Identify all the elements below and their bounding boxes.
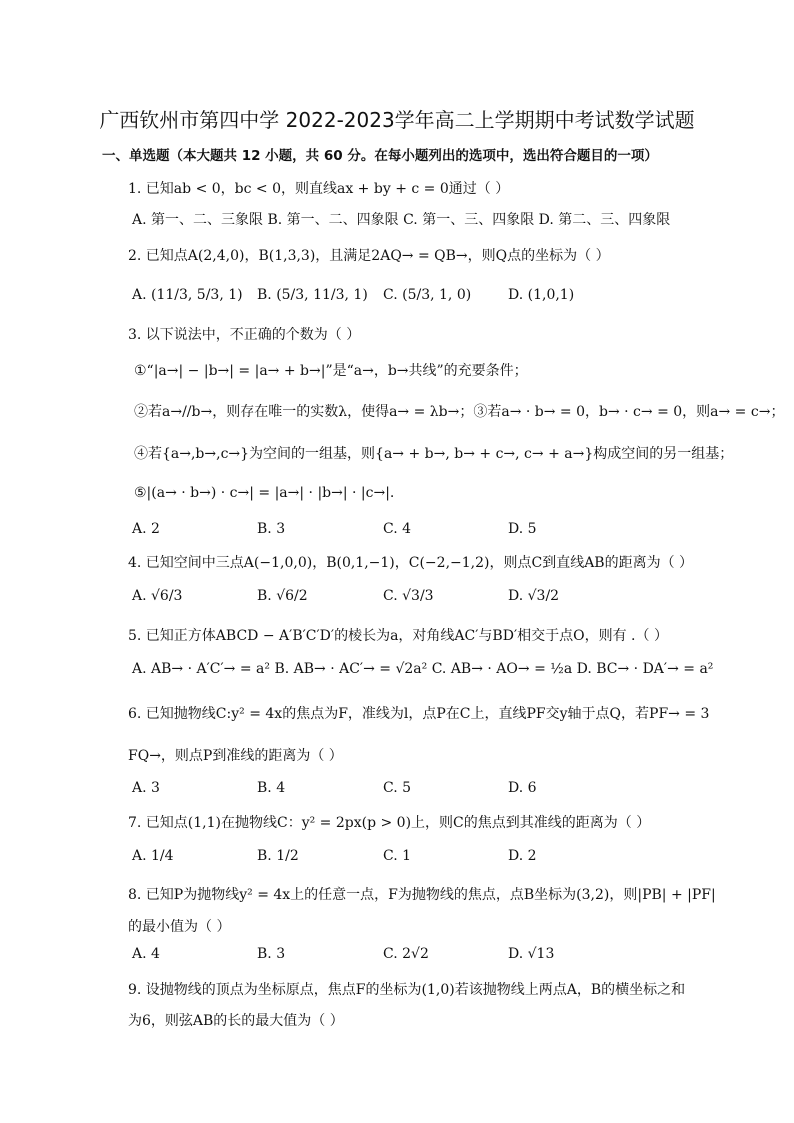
question-8-stem-continued: 的最小值为（ ） <box>128 919 231 935</box>
question-7-option-b: B. 1/2 <box>257 848 299 864</box>
question-6-option-c: C. 5 <box>383 780 412 796</box>
question-4-option-a: A. √6/3 <box>132 588 183 604</box>
question-5-stem: 5. 已知正方体ABCD − A′B′C′D′的棱长为a，对角线AC′与BD′相交于点O，则有 .（ ） <box>128 628 668 644</box>
question-6-option-d: D. 6 <box>508 780 537 796</box>
question-2-option-d: D. (1,0,1) <box>508 287 575 303</box>
question-4-option-c: C. √3/3 <box>383 588 434 604</box>
question-1-stem: 1. 已知ab < 0，bc < 0，则直线ax + by + c = 0通过（ ） <box>128 181 510 197</box>
question-6-option-a: A. 3 <box>132 780 160 796</box>
question-3-stem: 3. 以下说法中，不正确的个数为（ ） <box>128 327 361 343</box>
question-6-option-b: B. 4 <box>257 780 286 796</box>
question-3-option-d: D. 5 <box>508 521 537 537</box>
question-8-option-c: C. 2√2 <box>383 946 429 962</box>
question-7-option-d: D. 2 <box>508 848 537 864</box>
section-heading: 一、单选题（本大题共 12 小题，共 60 分。在每小题列出的选项中，选出符合题目的一项） <box>102 148 658 164</box>
question-3-statement-4: ④若{a→,b→,c→}为空间的一组基，则{a→ + b→, b→ + c→, c→ + a→}构成空间的另一组基； <box>134 446 734 462</box>
question-7-option-a: A. 1/4 <box>132 848 174 864</box>
question-2-option-a: A. (11/3, 5/3, 1) <box>132 287 243 303</box>
question-2-option-c: C. (5/3, 1, 0) <box>383 287 472 303</box>
question-4-stem: 4. 已知空间中三点A(−1,0,0)，B(0,1,−1)，C(−2,−1,2)，则点C到直线AB的距离为（ ） <box>128 555 694 571</box>
question-7-stem: 7. 已知点(1,1)在抛物线C：y² = 2px(p > 0)上，则C的焦点到其准线的距离为（ ） <box>128 815 651 831</box>
question-5-options: A. AB→ · A′C′→ = a² B. AB→ · AC′→ = √2a² C. AB→ · AO→ = ½a D. BC→ · DA′→ = a² <box>132 661 714 677</box>
question-9-stem: 9. 设抛物线的顶点为坐标原点，焦点F的坐标为(1,0)若该抛物线上两点A，B的横坐标之和 <box>128 982 686 998</box>
question-3-option-b: B. 3 <box>257 521 286 537</box>
question-2-option-b: B. (5/3, 11/3, 1) <box>257 287 368 303</box>
question-8-option-b: B. 3 <box>257 946 286 962</box>
question-6-stem: 6. 已知抛物线C:y² = 4x的焦点为F，准线为l，点P在C上，直线PF交y轴于点Q，若PF→ = 3 <box>128 706 710 722</box>
exam-title: 广西钦州市第四中学 2022-2023学年高二上学期期中考试数学试题 <box>99 108 695 132</box>
question-3-option-c: C. 4 <box>383 521 412 537</box>
question-3-option-a: A. 2 <box>132 521 160 537</box>
question-3-statement-1: ①“|a→| − |b→| = |a→ + b→|”是“a→，b→共线”的充要条件； <box>134 363 528 379</box>
question-4-option-b: B. √6/2 <box>257 588 308 604</box>
question-8-stem: 8. 已知P为抛物线y² = 4x上的任意一点，F为抛物线的焦点，点B坐标为(3,2)，则|PB| + |PF| <box>128 887 716 903</box>
question-9-stem-continued: 为6，则弦AB的长的最大值为（ ） <box>128 1013 344 1029</box>
question-7-option-c: C. 1 <box>383 848 412 864</box>
question-1-options: A. 第一、二、三象限 B. 第一、二、四象限 C. 第一、三、四象限 D. 第二、三、四象限 <box>132 212 671 228</box>
question-2-stem: 2. 已知点A(2,4,0)，B(1,3,3)，且满足2AQ→ = QB→，则Q点的坐标为（ ） <box>128 248 610 264</box>
question-8-option-a: A. 4 <box>132 946 160 962</box>
question-4-option-d: D. √3/2 <box>508 588 560 604</box>
question-6-stem-continued: FQ→，则点P到准线的距离为（ ） <box>128 748 343 764</box>
question-8-option-d: D. √13 <box>508 946 555 962</box>
question-3-statement-5: ⑤|(a→ · b→) · c→| = |a→| · |b→| · |c→|. <box>134 485 395 501</box>
question-3-statement-2-3: ②若a→//b→，则存在唯一的实数λ，使得a→ = λb→；③若a→ · b→ = 0，b→ · c→ = 0，则a→ = c→； <box>134 404 785 420</box>
